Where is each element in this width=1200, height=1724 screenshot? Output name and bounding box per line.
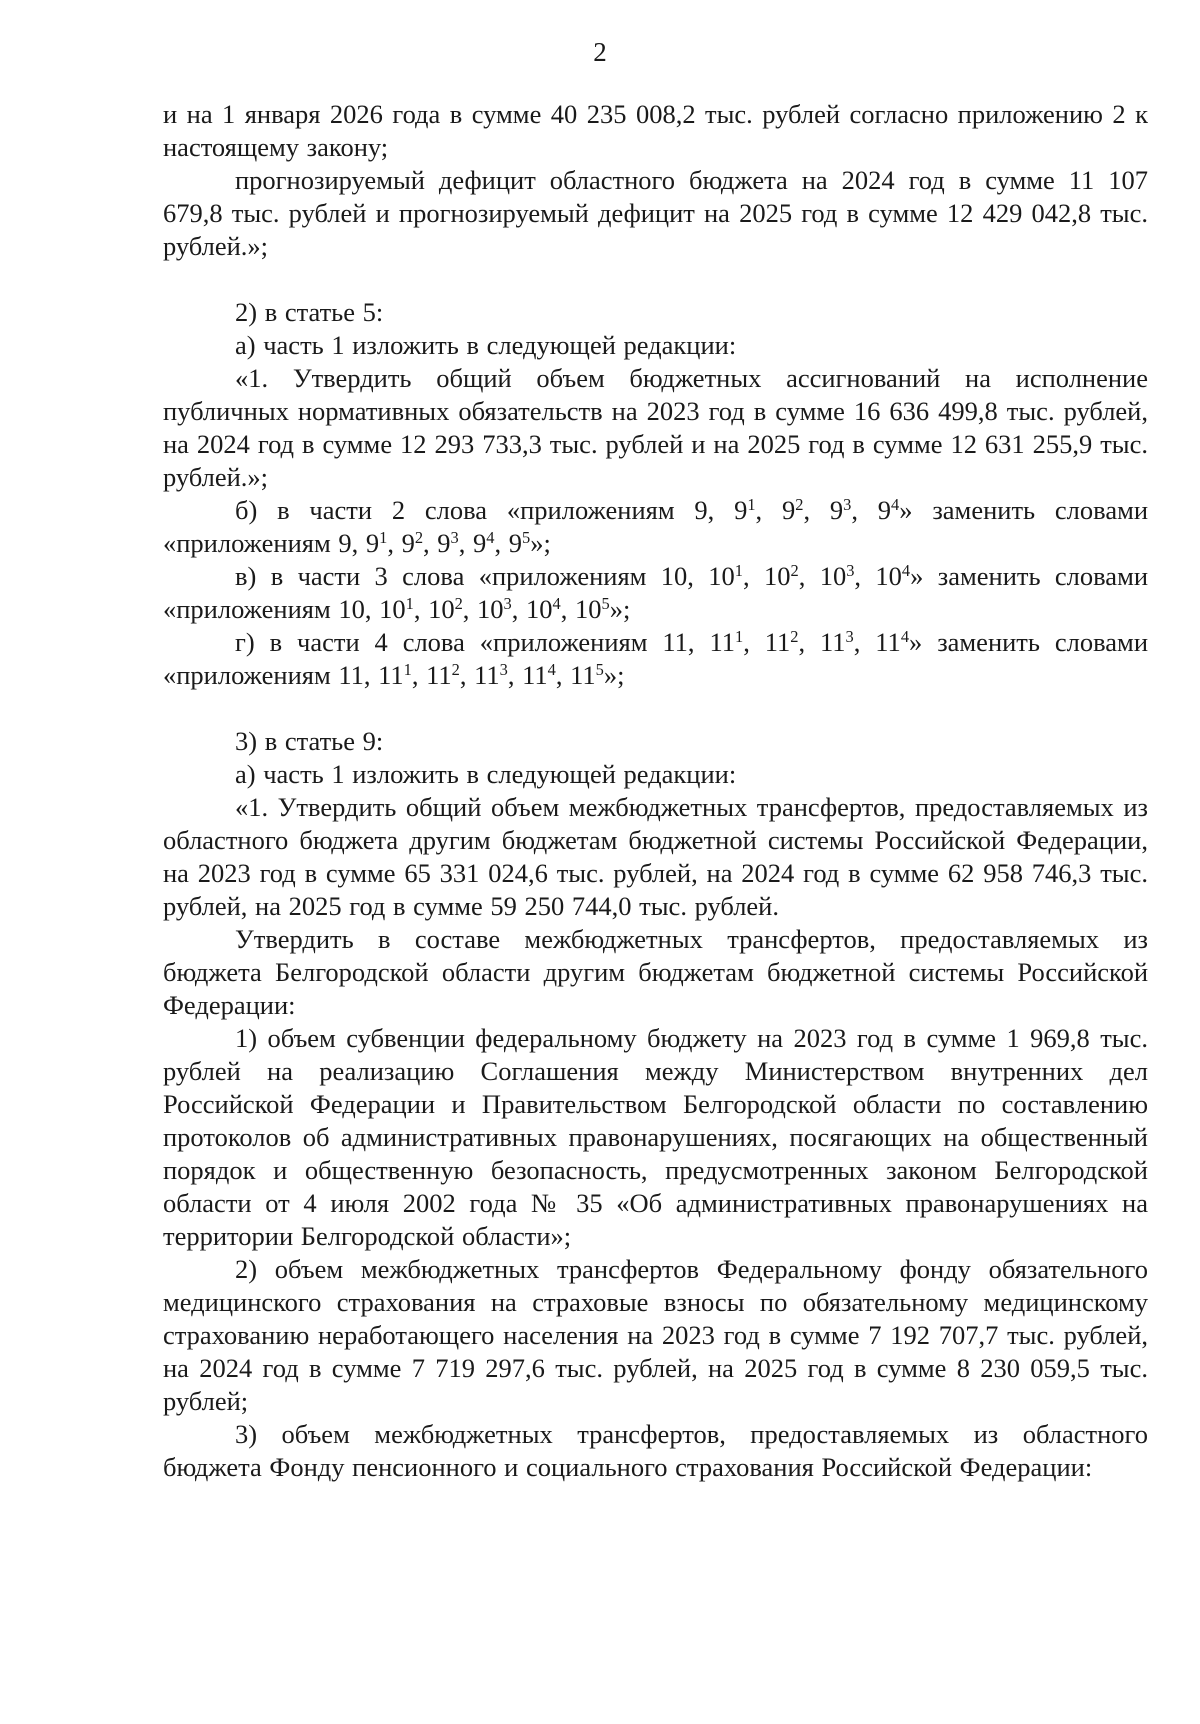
paragraph: «1. Утвердить общий объем бюджетных ассигнований на исполнение публичных нормативных обязательств на 2023 год в сумме 16 636 499,8 тыс. рублей, на 2024 год в сумме 12 293 733,3 тыс. рублей и на 2025 год в сумме 12 631 255,9 тыс. рублей.»; [163,363,1148,492]
paragraph: 2) объем межбюджетных трансфертов Федеральному фонду обязательного медицинского страхования на страховые взносы по обязательному медицинскому страхованию неработающего населения на 2023 год в сумме 7 192 707,7 тыс. рублей, на 2024 год в сумме 7 719 297,6 тыс. рублей, на 2025 год в сумме 8 230 059,5 тыс. рублей; [163,1254,1148,1416]
paragraph: 2) в статье 5: [235,297,384,327]
paragraph: «1. Утвердить общий объем межбюджетных трансфертов, предоставляемых из областного бюджета другим бюджетам бюджетной системы Российской Федерации, на 2023 год в сумме 65 331 024,6 тыс. рублей, на 2024 год в сумме 62 958 746,3 тыс. рублей, на 2025 год в сумме 59 250 744,0 тыс. рублей. [163,792,1148,921]
document-body [163,98,1148,1484]
paragraph: б) в части 2 слова «приложениям 9, $9^1$, $9^2$, $9^3$, $9^4$» заменить словами «приложениям 9, $9^1$, $9^2$, $9^3$, $9^4$, $9^5$»; [163,494,1149,558]
paragraph: 1) объем субвенции федеральному бюджету на 2023 год в сумме 1 969,8 тыс. рублей на реализацию Соглашения между Министерством внутренних дел Российской Федерации и Правительством Белгородской области по составлению протоколов об административных правонарушениях, посягающих на общественный порядок и общественную безопасность, предусмотренных законом Белгородской области от 4 июля 2002 года № 35 «Об административных правонарушениях на территории Белгородской области»; [163,1023,1148,1251]
paragraph: Утвердить в составе межбюджетных трансфертов, предоставляемых из бюджета Белгородской области другим бюджетам бюджетной системы Российской Федерации: [163,924,1148,1020]
paragraph: и на 1 января 2026 года в сумме 40 235 008,2 тыс. рублей согласно приложению 2 к настоящему закону; [163,99,1148,162]
paragraph: 3) объем межбюджетных трансфертов, предоставляемых из областного бюджета Фонду пенсионного и социального страхования Российской Федерации: [163,1419,1148,1482]
paragraph: а) часть 1 изложить в следующей редакции: [235,330,737,360]
paragraph: прогнозируемый дефицит областного бюджета на 2024 год в сумме 11 107 679,8 тыс. рублей и прогнозируемый дефицит на 2025 год в сумме 12 429 042,8 тыс. рублей.»; [163,165,1148,261]
paragraph: 3) в статье 9: [235,726,384,756]
paragraph: а) часть 1 изложить в следующей редакции: [235,759,737,789]
page-number: 2 [593,37,607,67]
paragraph: в) в части 3 слова «приложениям 10, $10^1$, $10^2$, $10^3$, $10^4$» заменить словами «приложениям 10, $10^1$, $10^2$, $10^3$, $10^4$, $10^5$»; [163,560,1149,624]
paragraph: г) в части 4 слова «приложениям 11, $11^1$, $11^2$, $11^3$, $11^4$» заменить словами «приложениям 11, $11^1$, $11^2$, $11^3$, $11^4$, $11^5$»; [163,626,1148,690]
